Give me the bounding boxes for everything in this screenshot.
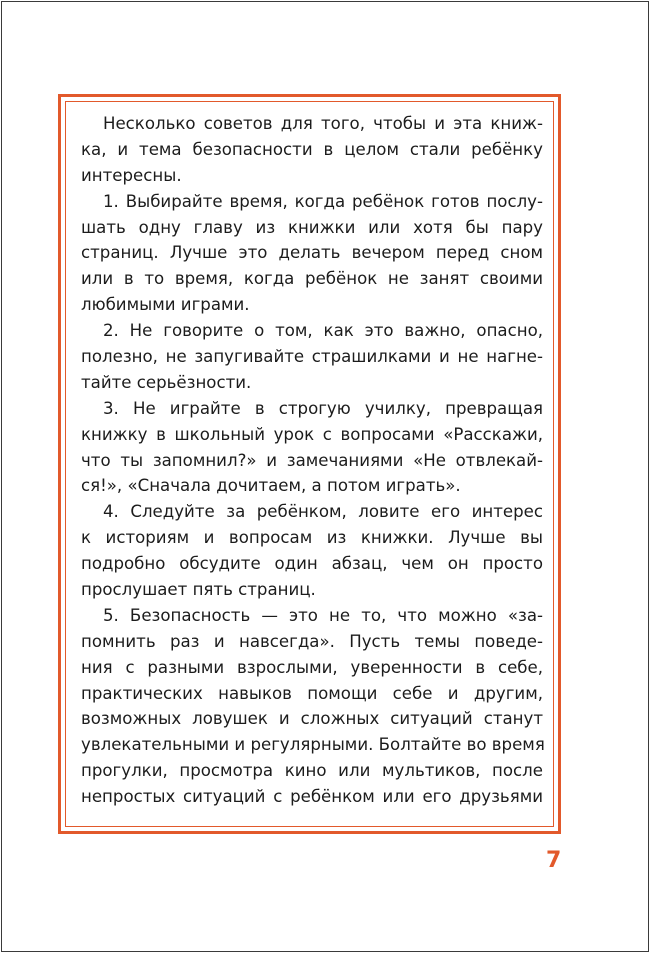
- text-line: шать одну главу из книжки или хотя бы пару: [81, 217, 543, 237]
- paragraph: [81, 603, 543, 810]
- paragraph: [81, 111, 543, 189]
- body-text: [81, 111, 543, 810]
- text-line: возможных ловушек и сложных ситуаций станут: [81, 709, 543, 729]
- text-line: прогулки, просмотра кино или мультиков, после: [81, 761, 543, 781]
- text-line: любимыми играми.: [81, 295, 250, 315]
- text-line: непростых ситуаций с ребёнком или его друзьями: [81, 787, 543, 807]
- text-line: ка, и тема безопасности в целом стали ребёнку: [81, 139, 543, 159]
- text-line: страниц. Лучше это делать вечером перед сном: [81, 243, 543, 263]
- text-line: 3. Не играйте в строгую училку, превращая: [103, 398, 543, 418]
- text-line: Несколько советов для того, чтобы и эта книж-: [103, 114, 543, 133]
- text-line: тайте серьёзности.: [81, 372, 252, 392]
- text-line: полезно, не запугивайте страшилками и не нагне-: [81, 347, 543, 367]
- text-line: или в то время, когда ребёнок не занят своими: [81, 269, 543, 289]
- paragraph: [81, 396, 543, 500]
- text-line: 1. Выбирайте время, когда ребёнок готов послу-: [103, 191, 543, 211]
- paragraph: [81, 499, 543, 603]
- text-line: к историям и вопросам из книжки. Лучше вы: [81, 528, 543, 548]
- text-line: помнить раз и навсегда». Пусть темы поведе-: [81, 631, 543, 651]
- text-line: книжку в школьный урок с вопросами «Расскажи,: [81, 424, 543, 444]
- text-line: практических навыков помощи себе и другим,: [81, 683, 543, 703]
- text-line: ния с разными взрослыми, уверенности в себе,: [81, 657, 543, 677]
- text-line: 4. Следуйте за ребёнком, ловите его интерес: [103, 502, 543, 522]
- text-line: 5. Безопасность — это не то, что можно «за-: [103, 605, 543, 625]
- text-line: подробно обсудите один абзац, чем он просто: [81, 554, 543, 574]
- text-line: что ты запомнил?» и замечаниями «Не отвлекай-: [81, 450, 543, 470]
- text-line: ся!», «Сначала дочитаем, а потом играть».: [81, 476, 461, 496]
- text-line: интересны.: [81, 165, 182, 185]
- text-line: прослушает пять страниц.: [81, 580, 316, 600]
- paragraph: [81, 318, 543, 396]
- page-number: 7: [546, 848, 562, 873]
- paragraph: [81, 189, 543, 318]
- text-line: увлекательными и регулярными. Болтайте во время: [81, 735, 545, 755]
- text-line: 2. Не говорите о том, как это важно, опасно,: [103, 321, 543, 341]
